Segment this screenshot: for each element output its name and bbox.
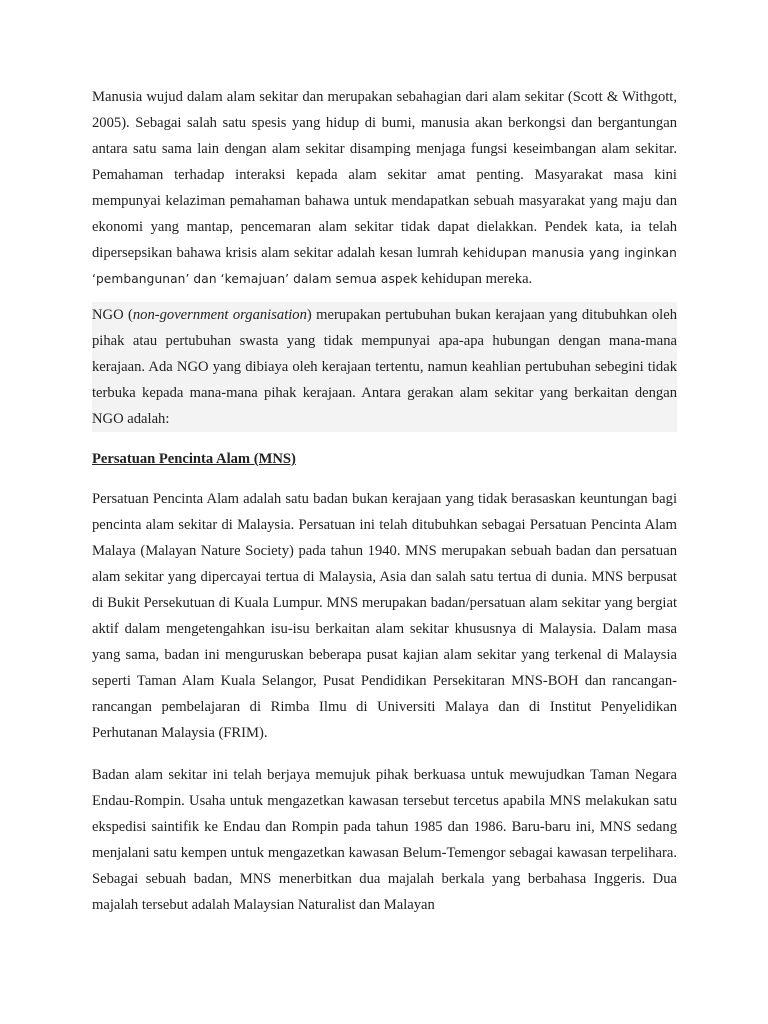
paragraph-intro-text: Manusia wujud dalam alam sekitar dan merupakan sebahagian dari alam sekitar (Scott & Withgott, 2005). Sebagai salah satu spesis yang hidup di bumi, manusia akan berkongsi dan bergantungan antara satu sama lain dengan alam sekitar disamping menjaga fungsi keseimbangan alam sekitar. Pemahaman terhadap interaksi kepada alam sekitar amat penting. Masyarakat masa kini mempunyai kelaziman pemahaman bahawa untuk mendapatkan sebuah masyarakat yang maju dan ekonomi yang mantap, pencemaran alam sekitar tidak dapat dielakkan. Pendek kata, ia telah dipersepsikan bahawa krisis alam sekitar adalah kesan lumrah	[92, 89, 677, 261]
paragraph-intro	[92, 84, 677, 292]
paragraph-ngo-italic-term: non-government organisation	[132, 307, 307, 323]
paragraph-mns-about: Persatuan Pencinta Alam adalah satu badan bukan kerajaan yang tidak berasaskan keuntungan bagi pencinta alam sekitar di Malaysia. Persatuan ini telah ditubuhkan sebagai Persatuan Pencinta Alam Malaya (Malayan Nature Society) pada tahun 1940. MNS merupakan sebuah badan dan persatuan alam sekitar yang dipercayai tertua di Malaysia, Asia dan salah satu tertua di dunia. MNS berpusat di Bukit Persekutuan di Kuala Lumpur. MNS merupakan badan/persatuan alam sekitar yang bergiat aktif dalam mengetengahkan isu-isu berkaitan alam sekitar khususnya di Malaysia. Dalam masa yang sama, badan ini menguruskan beberapa pusat kajian alam sekitar yang terkenal di Malaysia seperti Taman Alam Kuala Selangor, Pusat Pendidikan Persekitaran MNS-BOH dan rancangan-rancangan pembelajaran di Rimba Ilmu di Universiti Malaya dan di Institut Penyelidikan Perhutanan Malaysia (FRIM).	[92, 491, 677, 741]
paragraph-ngo-text: ) merupakan pertubuhan bukan kerajaan yang ditubuhkan oleh pihak atau pertubuhan swasta yang tidak mempunyai apa-apa hubungan dengan mana-mana kerajaan. Ada NGO yang dibiaya oleh kerajaan tertentu, namun keahlian pertubuhan sebegini tidak terbuka kepada mana-mana pihak kerajaan. Antara gerakan alam sekitar yang berkaitan dengan NGO adalah:	[92, 307, 677, 427]
paragraph-intro-end: kehidupan mereka.	[417, 271, 533, 287]
section-heading: Persatuan Pencinta Alam (MNS)	[92, 451, 296, 467]
paragraph-intro-sans-line: kehidupan manusia yang inginkan ‘pembangunan’ dan ‘kemajuan’ dalam semua aspek	[92, 246, 677, 286]
paragraph-ngo-prefix: NGO (	[92, 307, 133, 323]
paragraph-mns-achievements: Badan alam sekitar ini telah berjaya memujuk pihak berkuasa untuk mewujudkan Taman Negara Endau-Rompin. Usaha untuk mengazetkan kawasan tersebut tercetus apabila MNS melakukan satu ekspedisi saintifik ke Endau dan Rompin pada tahun 1985 dan 1986. Baru-baru ini, MNS sedang menjalani satu kempen untuk mengazetkan kawasan Belum-Temengor sebagai kawasan terpelihara. Sebagai sebuah badan, MNS menerbitkan dua majalah berkala yang berbahasa Inggeris. Dua majalah tersebut adalah Malaysian Naturalist dan Malayan	[92, 767, 677, 913]
paragraph-ngo	[92, 302, 677, 432]
document-body	[92, 84, 677, 918]
